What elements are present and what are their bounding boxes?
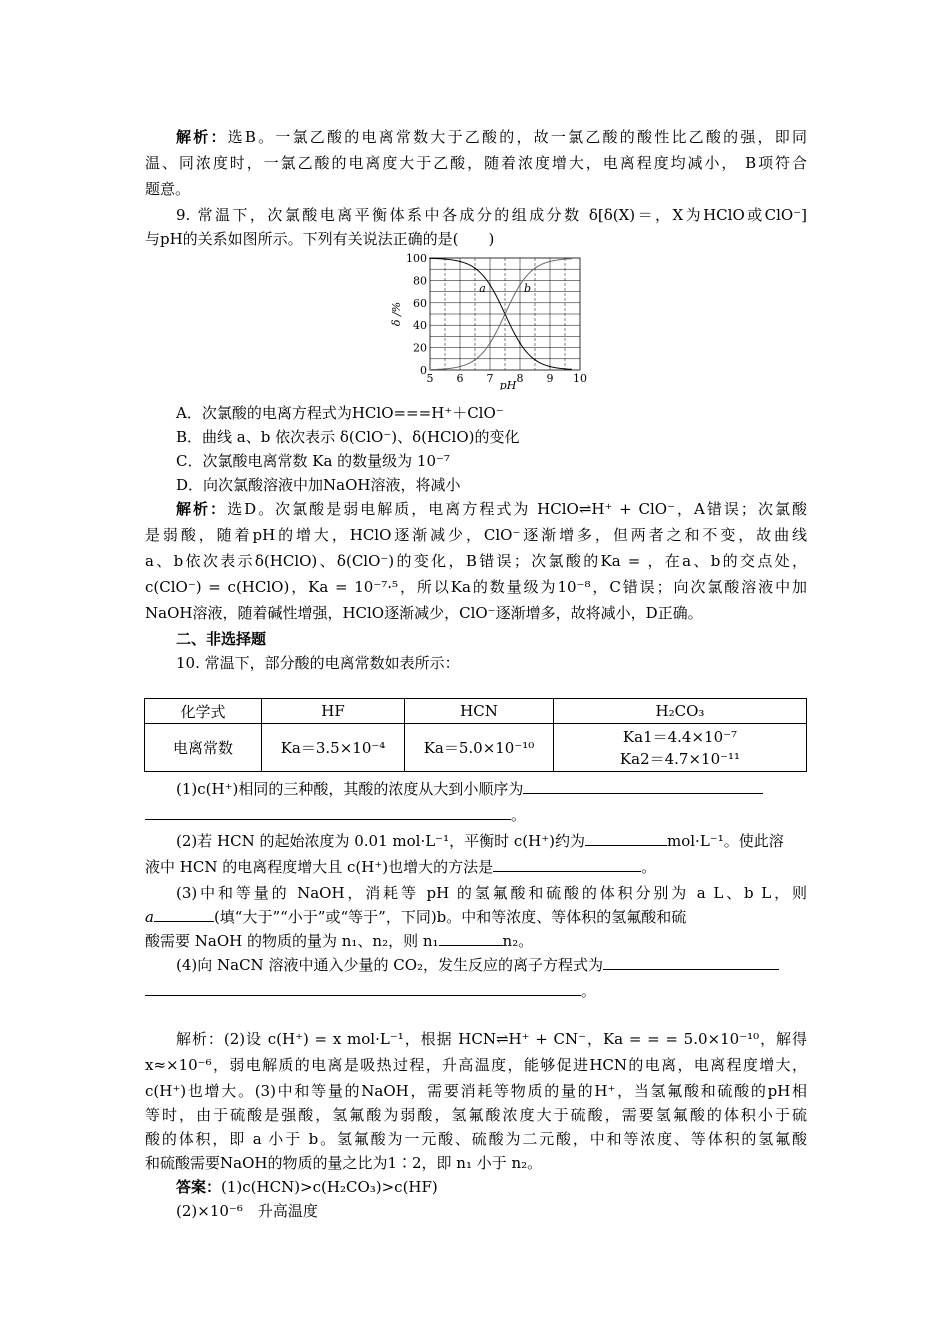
option-d: D．向次氯酸溶液中加NaOH溶液，将减小 bbox=[176, 476, 461, 494]
table-cell: 电离常数 bbox=[145, 724, 262, 772]
answer-blank[interactable] bbox=[145, 805, 511, 820]
option-b: B．曲线 a、b 依次表示 δ(ClO⁻)、δ(HClO)的变化 bbox=[176, 428, 520, 446]
question-9-line-1: 9. 常温下，次氯酸电离平衡体系中各成分的组成分数 δ[δ(X)＝，X为HClO或ClO⁻] bbox=[176, 206, 807, 224]
analysis-8-line-1: 解析：选B。一氯乙酸的电离常数大于乙酸的，故一氯乙酸的酸性比乙酸的强，即同 bbox=[176, 128, 807, 146]
data-point-b bbox=[504, 313, 506, 315]
ionization-constant-table bbox=[144, 698, 807, 772]
analysis-10-line-1: 解析：(2)设 c(H⁺) = x mol·L⁻¹，根据 HCN⇌H⁺ + CN⁻，Ka = = = 5.0×10⁻¹⁰，解得 bbox=[176, 1030, 807, 1048]
answer-blank[interactable] bbox=[585, 831, 667, 846]
data-point-b bbox=[519, 284, 521, 286]
ka2-value: Ka2＝4.7×10⁻¹¹ bbox=[619, 749, 741, 768]
table-header: HCN bbox=[405, 699, 554, 724]
y-tick-label: 60 bbox=[413, 296, 427, 310]
data-point-a bbox=[489, 284, 491, 286]
answer-blank[interactable] bbox=[154, 907, 214, 922]
subquestion-3-cont-2: 酸需要 NaOH 的物质的量为 n₁、n₂，则 n₁ n₂。 bbox=[145, 932, 534, 950]
subquestion-2: (2)若 HCN 的起始浓度为 0.01 mol·L⁻¹，平衡时 c(H⁺)约为 mol·L⁻¹。使此溶 bbox=[176, 832, 784, 850]
data-point-a bbox=[570, 369, 572, 371]
analysis-10-line-2: x≈×10⁻⁶，弱电解质的电离是吸热过程，升高温度，能够促进HCN的电离，电离程度增大， bbox=[145, 1056, 807, 1074]
analysis-9-line-5: NaOH溶液，随着碱性增强，HClO逐渐减少，ClO⁻逐渐增多，故将减小，D正确。 bbox=[145, 604, 703, 622]
data-point-a bbox=[474, 267, 476, 269]
question-9-line-2: 与pH的关系如图所示。下列有关说法正确的是( ) bbox=[145, 230, 495, 248]
subquestion-2-cont: 液中 HCN 的电离程度增大且 c(H⁺)也增大的方法是 。 bbox=[145, 858, 657, 876]
analysis-9-line-2: 是弱酸，随着pH的增大，HClO逐渐减少，ClO⁻逐渐增多，但两者之和不变，故曲线 bbox=[145, 526, 807, 544]
subquestion-4-cont: 。 bbox=[145, 980, 807, 1002]
analysis-9-line-4: c(ClO⁻) = c(HClO)，Ka = 10⁻⁷·⁵，所以Ka的数量级为10⁻⁸，C错误；向次氯酸溶液中加 bbox=[145, 578, 807, 596]
data-point-b bbox=[549, 261, 551, 263]
table-cell: Ka＝3.5×10⁻⁴ bbox=[262, 724, 405, 772]
x-tick-label: 9 bbox=[546, 372, 554, 385]
y-tick-label: 0 bbox=[420, 364, 427, 377]
x-tick-label: 8 bbox=[516, 372, 524, 385]
x-axis-label: pH bbox=[499, 379, 517, 390]
table-header-row bbox=[145, 699, 807, 724]
section-title: 二、非选择题 bbox=[176, 630, 267, 648]
analysis-10-line-4: 等时，由于硫酸是强酸，氢氟酸为弱酸，氢氟酸浓度大于硫酸，需要氢氟酸的体积小于硫 bbox=[145, 1106, 807, 1124]
analysis-8-line-3: 题意。 bbox=[145, 180, 191, 198]
analysis-10-line-5: 酸的体积，即 a 小于 b。氢氟酸为一元酸、硫酸为二元酸，中和等浓度、等体积的氢氟酸 bbox=[145, 1130, 807, 1148]
y-axis-label: δ /% bbox=[390, 301, 403, 327]
x-tick-label: 7 bbox=[486, 372, 494, 385]
curve-label-a: a bbox=[479, 282, 486, 296]
delta-ph-chart bbox=[390, 250, 590, 390]
analysis-label: 解析： bbox=[176, 128, 228, 146]
data-point-b bbox=[474, 359, 476, 361]
answer-line-2: (2)×10⁻⁶ 升高温度 bbox=[176, 1202, 318, 1220]
curve-label-b: b bbox=[523, 282, 532, 296]
analysis-10-line-3: c(H⁺)也增大。(3)中和等量的NaOH，需要消耗等物质的量的H⁺，当氢氟酸和硫酸的pH相 bbox=[145, 1082, 807, 1100]
data-point-a bbox=[459, 261, 461, 263]
answer-blank[interactable] bbox=[603, 955, 779, 970]
answer-blank[interactable] bbox=[493, 857, 641, 872]
data-point-b bbox=[534, 267, 536, 269]
analysis-9-line-1: 解析：选D。次氯酸是弱电解质，电离方程式为 HClO⇌H⁺ + ClO⁻，A错误；次氯酸 bbox=[176, 500, 807, 518]
y-tick-label: 20 bbox=[413, 341, 427, 355]
subquestion-1: (1)c(H⁺)相同的三种酸，其酸的浓度从大到小顺序为 bbox=[176, 778, 807, 800]
table-header: HF bbox=[262, 699, 405, 724]
data-point-b bbox=[459, 366, 461, 368]
table-header: H₂CO₃ bbox=[554, 699, 807, 724]
table-row bbox=[145, 724, 807, 772]
analysis-10-line-6: 和硫酸需要NaOH的物质的量之比为1∶2，即 n₁ 小于 n₂。 bbox=[145, 1154, 543, 1172]
data-point-b bbox=[489, 342, 491, 344]
subquestion-3-cont: a (填“大于”“小于”或“等于”，下同)b。中和等浓度、等体积的氢氟酸和硫 bbox=[145, 908, 687, 926]
y-tick-label: 100 bbox=[406, 252, 427, 265]
subquestion-1-cont: 。 bbox=[145, 804, 807, 826]
data-point-a bbox=[429, 258, 431, 260]
table-header: 化学式 bbox=[145, 699, 262, 724]
data-point-b bbox=[429, 369, 431, 371]
answer-blank[interactable] bbox=[145, 981, 581, 996]
data-point-b bbox=[570, 258, 572, 260]
data-point-a bbox=[549, 366, 551, 368]
ka1-value: Ka1＝4.4×10⁻⁷ bbox=[622, 727, 738, 746]
analysis-8-line-2: 温、同浓度时，一氯乙酸的电离度大于乙酸，随着浓度增大，电离程度均减小， B项符合 bbox=[145, 154, 807, 172]
data-point-a bbox=[534, 359, 536, 361]
y-tick-label: 40 bbox=[413, 319, 427, 333]
table-cell: Ka＝5.0×10⁻¹⁰ bbox=[405, 724, 554, 772]
subquestion-3: (3)中和等量的 NaOH，消耗等 pH 的氢氟酸和硫酸的体积分别为 a L、b L，则 bbox=[176, 884, 807, 902]
x-tick-label: 10 bbox=[573, 372, 587, 385]
analysis-label: 解析： bbox=[176, 500, 228, 518]
analysis-9-line-3: a、b依次表示δ(HClO)、δ(ClO⁻)的变化，B错误；次氯酸的Ka = ，在a、b的交点处， bbox=[145, 552, 807, 570]
x-tick-label: 5 bbox=[426, 372, 434, 385]
table-cell bbox=[554, 724, 807, 772]
option-a: A．次氯酸的电离方程式为HClO===H⁺＋ClO⁻ bbox=[176, 404, 504, 422]
option-c: C．次氯酸电离常数 Ka 的数量级为 10⁻⁷ bbox=[176, 452, 450, 470]
answer-line-1: 答案：(1)c(HCN)>c(H₂CO₃)>c(HF) bbox=[176, 1178, 438, 1196]
answer-label: 答案： bbox=[176, 1178, 222, 1196]
question-10-intro: 10. 常温下，部分酸的电离常数如表所示： bbox=[176, 654, 460, 672]
subquestion-4: (4)向 NaCN 溶液中通入少量的 CO₂，发生反应的离子方程式为 bbox=[176, 954, 807, 976]
answer-blank[interactable] bbox=[439, 931, 503, 946]
data-point-a bbox=[519, 342, 521, 344]
x-tick-label: 6 bbox=[456, 372, 464, 385]
y-tick-label: 80 bbox=[413, 274, 427, 288]
answer-blank[interactable] bbox=[523, 779, 763, 794]
